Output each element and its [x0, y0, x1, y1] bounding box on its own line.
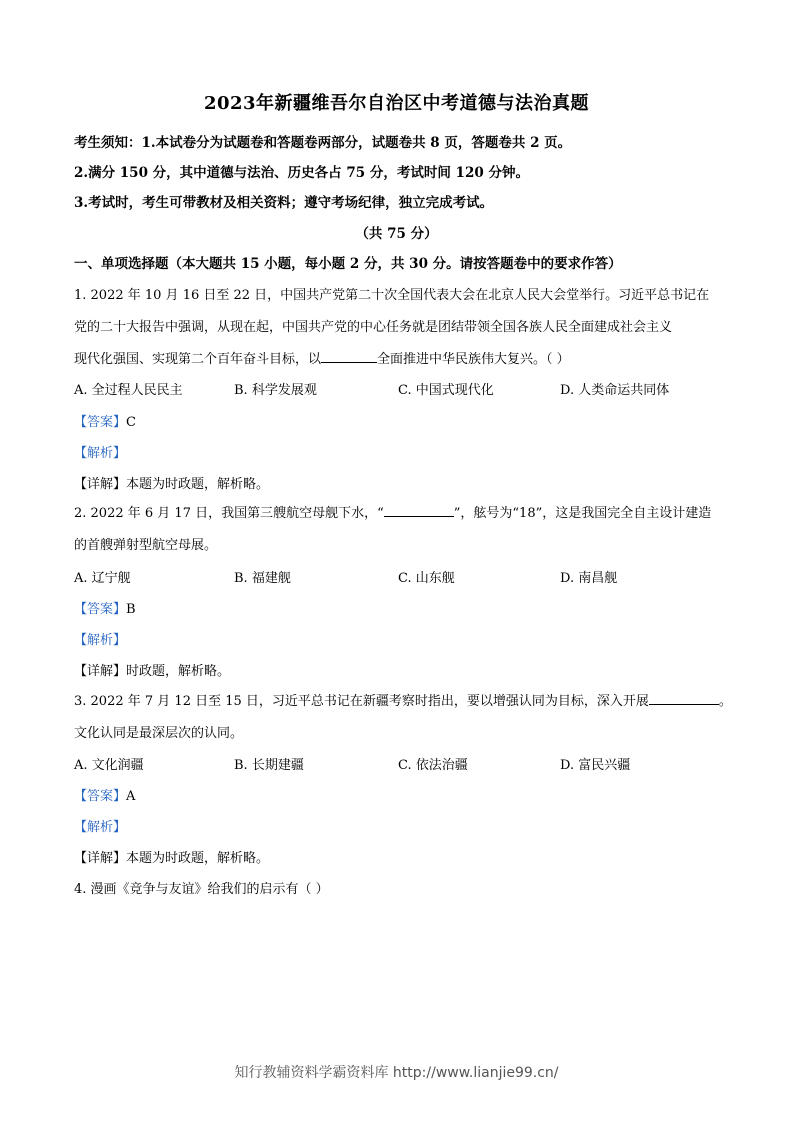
option-a: A. 辽宁舰 — [74, 571, 131, 586]
score-heading: （共 75 分） — [355, 226, 438, 242]
option-d: D. 南昌舰 — [560, 571, 618, 586]
detail-line: 【详解】时政题，解析略。 — [74, 664, 231, 679]
detail-line: 【详解】本题为时政题，解析略。 — [74, 477, 270, 492]
answer-line: 【答案】B — [74, 602, 136, 617]
option-b: B. 长期建疆 — [234, 758, 304, 773]
answer-blank — [321, 348, 377, 363]
option-c: C. 山东舰 — [398, 571, 455, 586]
answer-blank — [649, 690, 719, 705]
analysis-line: 【解析】 — [74, 820, 127, 835]
footer-watermark: 知行教辅资料学霸资料库 http://www.lianjie99.cn/ — [234, 1065, 559, 1081]
option-d: D. 人类命运共同体 — [560, 383, 670, 398]
question-3 — [74, 686, 732, 750]
question-4: 4. 漫画《竞争与友谊》给我们的启示有（ ） — [74, 882, 329, 897]
option-a: A. 全过程人民民主 — [74, 383, 183, 398]
answer-blank — [384, 502, 454, 517]
notice-line-1: 考生须知：1.本试卷分为试题卷和答题卷两部分，试题卷共 8 页，答题卷共 2 页。 — [74, 135, 572, 151]
answer-line: 【答案】A — [74, 789, 136, 804]
option-c: C. 中国式现代化 — [398, 383, 494, 398]
analysis-line: 【解析】 — [74, 633, 127, 648]
option-b: B. 科学发展观 — [234, 383, 317, 398]
question-2-line-1: 2. 2022 年 6 月 17 日，我国第三艘航空母舰下水，“ ”，舷号为“18”，这是我国完全自主设计建造 — [74, 498, 724, 530]
question-1-line-1: 1. 2022 年 10 月 16 日至 22 日，中国共产党第二十次全国代表大会在北京人民大会堂举行。习近平总书记在 — [74, 288, 710, 303]
analysis-line: 【解析】 — [74, 446, 127, 461]
question-3-line-2: 文化认同是最深层次的认同。 — [74, 726, 244, 741]
detail-line: 【详解】本题为时政题，解析略。 — [74, 851, 270, 866]
question-2 — [74, 498, 724, 562]
question-3-line-1: 3. 2022 年 7 月 12 日至 15 日，习近平总书记在新疆考察时指出，要以增强认同为目标，深入开展 。 — [74, 686, 724, 718]
question-1 — [74, 280, 724, 376]
section-heading: 一、单项选择题（本大题共 15 小题，每小题 2 分，共 30 分。请按答题卷中的要求作答） — [74, 256, 622, 272]
notice-line-2: 2.满分 150 分，其中道德与法治、历史各占 75 分，考试时间 120 分钟。 — [74, 165, 529, 181]
question-2-line-2: 的首艘弹射型航空母展。 — [74, 538, 218, 553]
option-d: D. 富民兴疆 — [560, 758, 631, 773]
option-a: A. 文化润疆 — [74, 758, 144, 773]
notice-line-3: 3.考试时，考生可带教材及相关资料；遵守考场纪律，独立完成考试。 — [74, 195, 494, 211]
question-1-line-3: 现代化强国、实现第二个百年奋斗目标，以 全面推进中华民族伟大复兴。（ ） — [74, 344, 724, 376]
option-b: B. 福建舰 — [234, 571, 291, 586]
page-title: 2023年新疆维吾尔自治区中考道德与法治真题 — [203, 93, 590, 114]
answer-line: 【答案】C — [74, 415, 136, 430]
question-1-line-2: 党的二十大报告中强调，从现在起，中国共产党的中心任务就是团结带领全国各族人民全面建成社会主义 — [74, 320, 673, 335]
option-c: C. 依法治疆 — [398, 758, 468, 773]
